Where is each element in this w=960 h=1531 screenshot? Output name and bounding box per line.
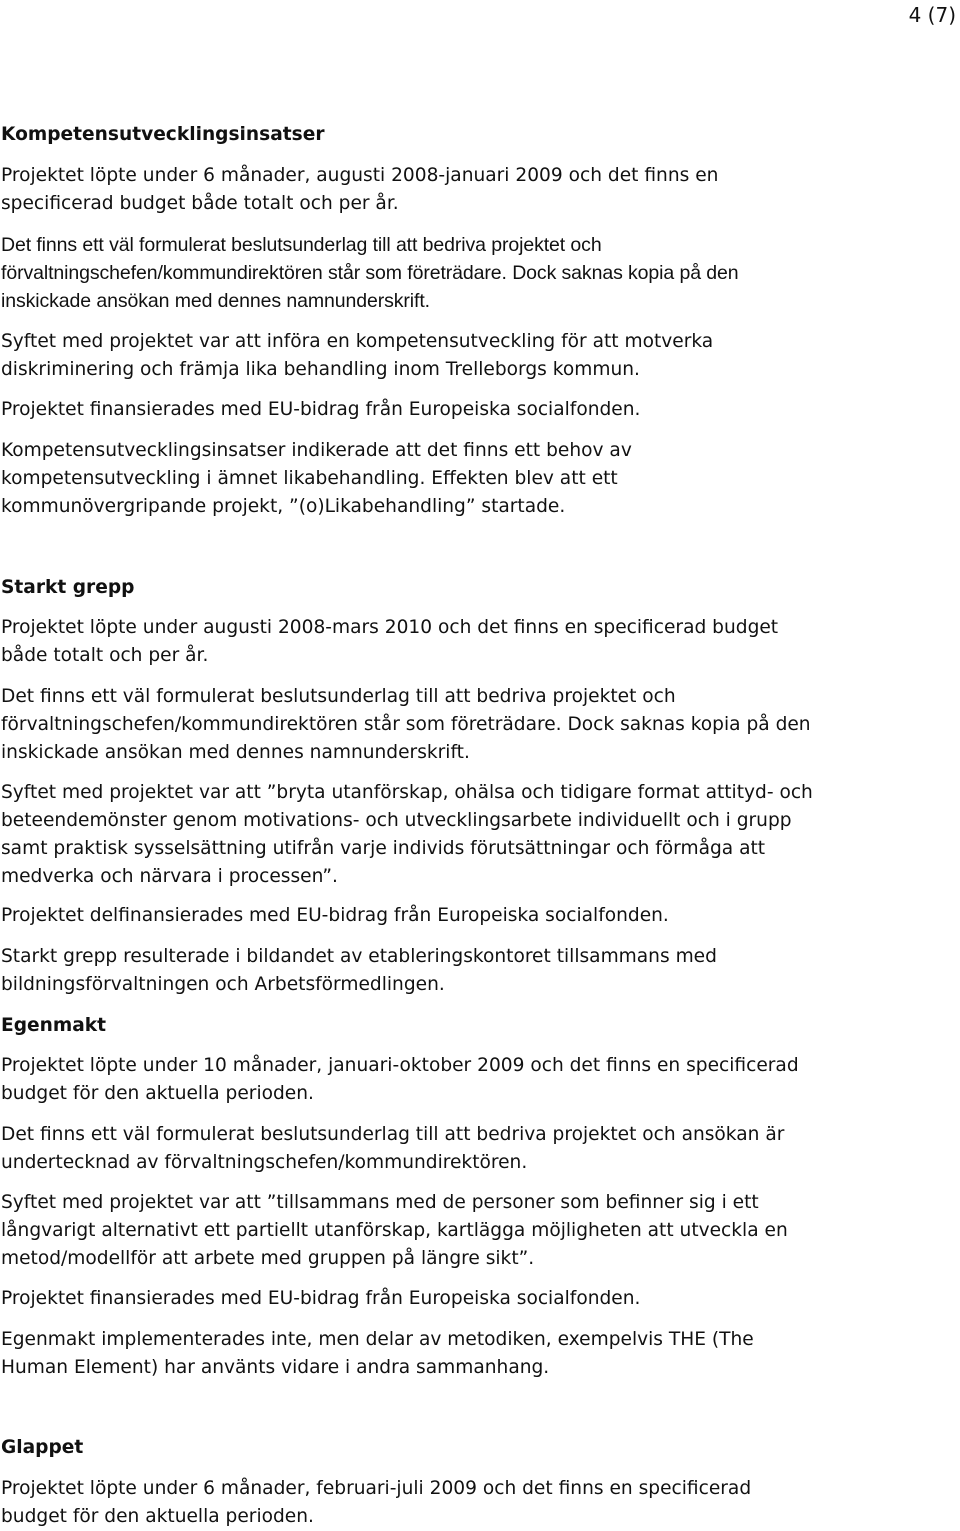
section-heading-glappet: Glappet	[1, 1437, 84, 1458]
paragraph: Syftet med projektet var att ”bryta utanförskap, ohälsa och tidigare format attityd- och beteendemönster genom motivations- och utvecklingsarbete individuellt och i grupp samt praktisk sysselsättning utifrån varje individs förutsättningar och förmåga att medverka och närvara i processen”.	[1, 782, 813, 887]
paragraph: Projektet löpte under augusti 2008-mars 2010 och det finns en specificerad budget både totalt och per år.	[1, 617, 779, 666]
paragraph: Projektet finansierades med EU-bidrag från Europeiska socialfonden.	[1, 399, 641, 420]
paragraph: Det finns ett väl formulerat beslutsunderlag till att bedriva projektet och ansökan är undertecknad av förvaltningschefen/kommundirektören.	[1, 1124, 785, 1173]
paragraph: Projektet löpte under 6 månader, februari-juli 2009 och det finns en specificerad budget för den aktuella perioden.	[1, 1478, 752, 1527]
paragraph: Projektet delfinansierades med EU-bidrag från Europeiska socialfonden.	[1, 905, 669, 926]
paragraph: Kompetensutvecklingsinsatser indikerade att det finns ett behov av kompetensutveckling i ämnet likabehandling. Effekten blev att ett kommunövergripande projekt, ”(o)Likabehandling” startade.	[1, 440, 632, 517]
section-heading-starkt-grepp: Starkt grepp	[1, 577, 135, 598]
section-heading-egenmakt: Egenmakt	[1, 1015, 107, 1036]
paragraph: Syftet med projektet var att införa en kompetensutveckling för att motverka diskriminering och främja lika behandling inom Trelleborgs kommun.	[1, 331, 714, 380]
paragraph: Syftet med projektet var att ”tillsammans med de personer som befinner sig i ett långvarigt alternativt ett partiellt utanförskap, kartlägga möjligheten att utveckla en metod/modellför att arbete med gruppen på längre sikt”.	[1, 1192, 788, 1269]
paragraph: Starkt grepp resulterade i bildandet av etableringskontoret tillsammans med bildningsförvaltningen och Arbetsförmedlingen.	[1, 946, 717, 995]
paragraph: Det finns ett väl formulerat beslutsunderlag till att bedriva projektet och förvaltningschefen/kommundirektören står som företrädare. Dock saknas kopia på den inskickade ansökan med dennes namnunderskrift.	[1, 234, 739, 312]
page-number: 4 (7)	[908, 3, 956, 27]
paragraph: Projektet finansierades med EU-bidrag från Europeiska socialfonden.	[1, 1288, 641, 1309]
section-heading-kompetensutvecklingsinsatser: Kompetensutvecklingsinsatser	[1, 124, 325, 145]
paragraph: Projektet löpte under 10 månader, januari-oktober 2009 och det finns en specificerad budget för den aktuella perioden.	[1, 1055, 799, 1104]
paragraph: Projektet löpte under 6 månader, augusti 2008-januari 2009 och det finns en specificerad budget både totalt och per år.	[1, 165, 719, 214]
paragraph: Egenmakt implementerades inte, men delar av metodiken, exempelvis THE (The Human Element) har använts vidare i andra sammanhang.	[1, 1329, 754, 1378]
paragraph: Det finns ett väl formulerat beslutsunderlag till att bedriva projektet och förvaltningschefen/kommundirektören står som företrädare. Dock saknas kopia på den inskickade ansökan med dennes namnunderskrift.	[1, 686, 811, 763]
